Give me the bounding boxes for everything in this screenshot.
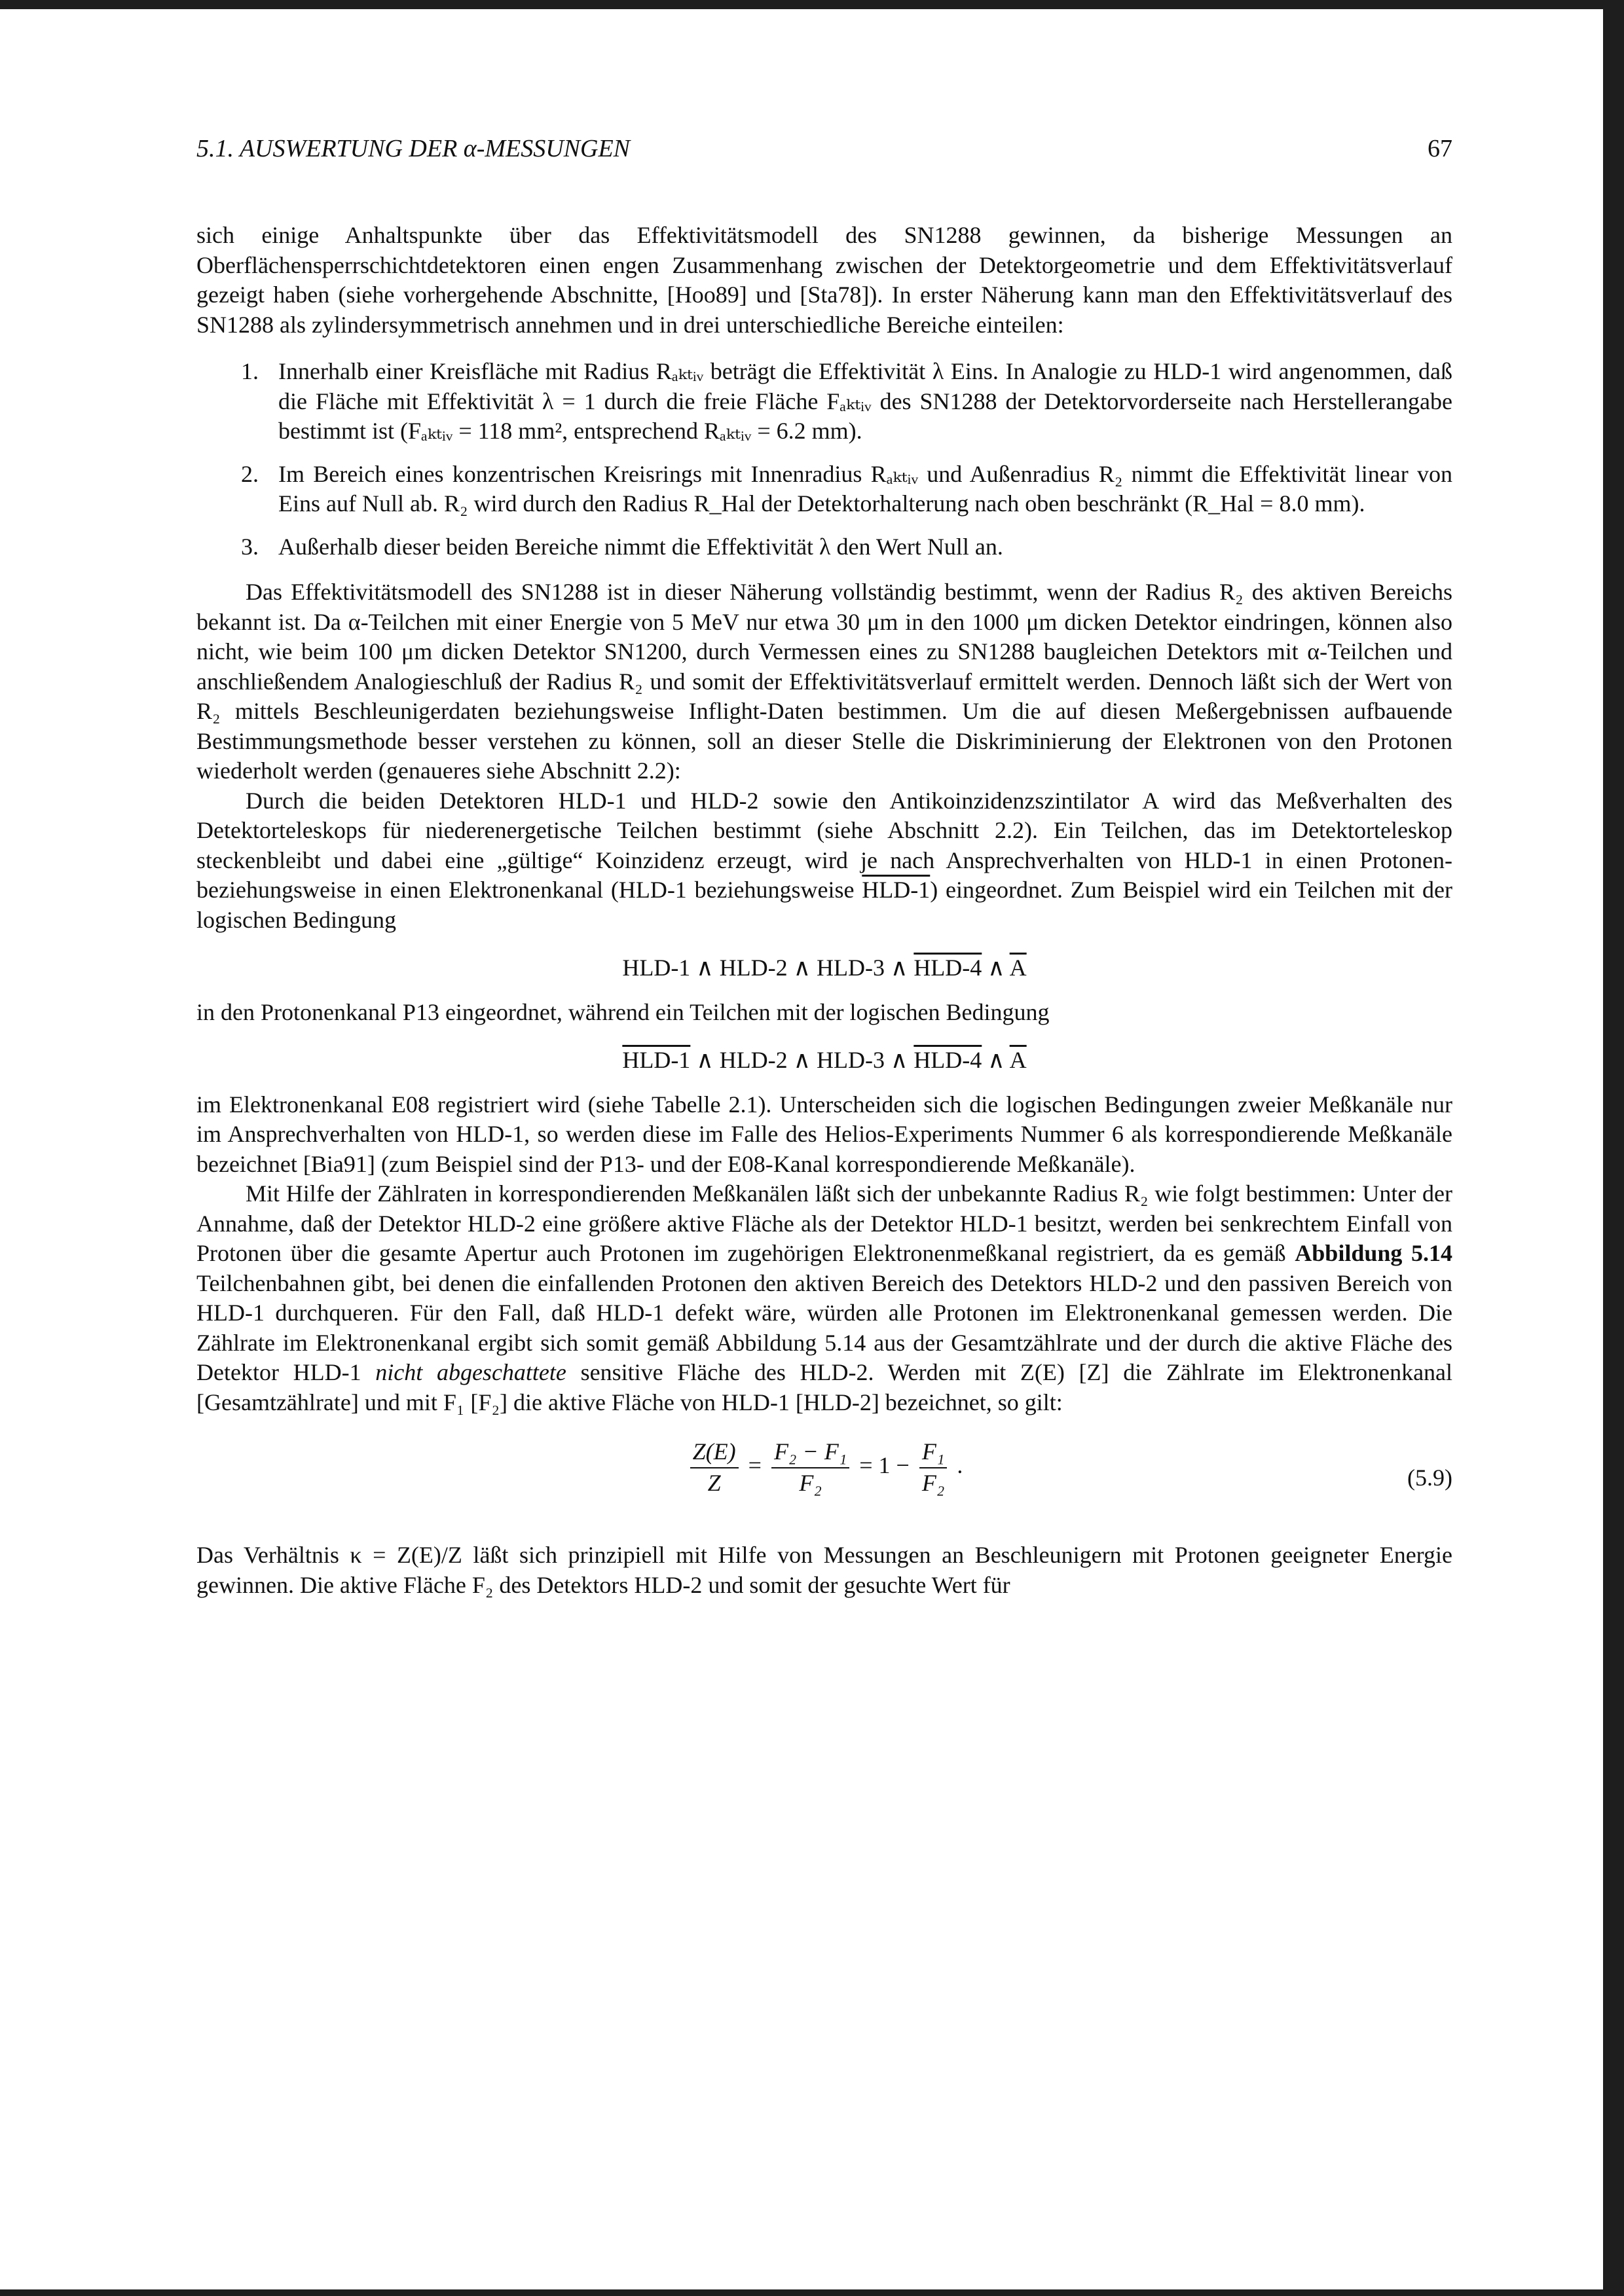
logic-condition-e08: [196, 1046, 1452, 1076]
running-header: [196, 134, 1452, 168]
paragraph-detectors: [196, 786, 1452, 936]
page-number: 67: [1428, 135, 1452, 162]
fraction-rhs: [919, 1437, 948, 1498]
scan-border-right: [1603, 0, 1624, 2296]
overlined-hld1: HLD-1: [862, 877, 931, 903]
equals-sign: =: [748, 1451, 762, 1478]
paragraph-detectors-end: ) eingeordnet. Zum Beispiel wird ein Teilchen mit der logischen Bedingung: [196, 877, 1453, 933]
overlined-hld4: HLD-4: [913, 1047, 982, 1073]
paragraph-e08: im Elektronenkanal E08 registriert wird (siehe Tabelle 2.1). Unterscheiden sich die logischen Bedingungen zweier Meßkanäle nur im Ansprechverhalten von HLD-1, so werden diese im Falle des Helios-Experiments Nummer 6 als korrespondierende Meßkanäle bezeichnet [Bia91] (zum Beispiel sind der P13- und der E08-Kanal korrespondierende Meßkanäle).: [196, 1091, 1452, 1177]
paragraph-detectors-text: Durch die beiden Detektoren HLD-1 und HLD-2 sowie den Antikoinzidenzszintilator A wird das Meßverhalten des Detektorteleskops für niederenergetische Teilchen bestimmt (siehe Abschnitt 2.2). Ein Teilchen, das im Detektorteleskop steckenbleibt und dabei eine „gültige“ Koinzidenz erzeugt, wird je nach Ansprechverhalten von HLD-1 in einen Protonen- beziehungsweise in einen Elektronenkanal (HLD-1 beziehungsweise: [196, 787, 1452, 903]
denominator: Z: [707, 1469, 721, 1496]
list-number: 3.: [241, 533, 259, 560]
list-text: Im Bereich eines konzentrischen Kreisrings mit Innenradius Rₐₖₜᵢᵥ und Außenradius R₂ nimmt die Effektivität linear von Eins auf Null ab. R₂ wird durch den Radius R_Hal der Detektorhalterung nach oben beschränkt (R_Hal = 8.0 mm).: [278, 460, 1452, 517]
paragraph-rates: [196, 1179, 1452, 1417]
list-number: 1.: [241, 358, 259, 384]
list-item: [196, 357, 1452, 446]
scan-border-bottom: [0, 2289, 1624, 2296]
condition-terms: HLD-1 ∧ HLD-2 ∧ HLD-3 ∧: [622, 955, 908, 981]
equation-5-9: [196, 1437, 1452, 1522]
paragraph-intro: sich einige Anhaltspunkte über das Effektivitätsmodell des SN1288 gewinnen, da bisherige Messungen an Oberflächensperrschichtdetektoren einen engen Zusammenhang zwischen der Detektorgeometrie und dem Effektivitätsverlauf gezeigt haben (siehe vorhergehende Abschnitte, [Hoo89] und [Sta78]). In erster Näherung kann man den Effektivitätsverlauf des SN1288 als zylindersymmetrisch annehmen und in drei unterschiedliche Bereiche einteilen:: [196, 222, 1452, 338]
paragraph-ratio: Das Verhältnis κ = Z(E)/Z läßt sich prinzipiell mit Hilfe von Messungen an Beschleunigern mit Protonen geeigneter Energie gewinnen. Die aktive Fläche F₂ des Detektors HLD-2 und somit der gesuchte Wert für: [196, 1542, 1452, 1598]
figure-reference: Abbildung 5.14: [1295, 1240, 1453, 1266]
paragraph-p13: in den Protonenkanal P13 eingeordnet, während ein Teilchen mit der logischen Bedingung: [196, 998, 1050, 1025]
region-list: [196, 357, 1452, 562]
overlined-hld1: HLD-1: [622, 1047, 691, 1073]
equals-one-minus: = 1 −: [859, 1451, 910, 1478]
list-text: Innerhalb einer Kreisfläche mit Radius Rₐₖₜᵢᵥ beträgt die Effektivität λ Eins. In Analogie zu HLD-1 wird angenommen, daß die Fläche mit Effektivität λ = 1 durch die freie Fläche Fₐₖₜᵢᵥ des SN1288 der Detektorvorderseite nach Herstellerangabe bestimmt ist (Fₐₖₜᵢᵥ = 118 mm², entsprechend Rₐₖₜᵢᵥ = 6.2 mm).: [278, 358, 1452, 444]
list-item: [196, 532, 1452, 562]
overlined-a: $\overline{A}$: [1009, 1047, 1027, 1073]
numerator: F₂ − F₁: [771, 1437, 849, 1468]
paragraph-rates-text: Teilchenbahnen gibt, bei denen die einfallenden Protonen den aktiven Bereich des Detektors HLD-2 und den passiven Bereich von HLD-1 durchqueren. Für den Fall, daß HLD-1 defekt wäre, würden alle Protonen im Elektronenkanal gemessen werden. Die Zählrate im Elektronenkanal ergibt sich somit gemäß Abbildung 5.14 aus der Gesamtzählrate und der durch die aktive Fläche des Detektor HLD-1: [196, 1269, 1452, 1385]
equation-number: (5.9): [1407, 1465, 1452, 1491]
numerator: Z(E): [690, 1437, 739, 1468]
condition-terms: ∧ HLD-2 ∧ HLD-3 ∧: [696, 1047, 908, 1073]
overlined-hld4: HLD-4: [913, 955, 982, 981]
list-number: 2.: [241, 460, 259, 487]
emphasis-text: nicht abgeschattete: [375, 1359, 566, 1385]
section-title: 5.1. AUSWERTUNG DER α-MESSUNGEN: [196, 135, 631, 162]
list-text: Außerhalb dieser beiden Bereiche nimmt die Effektivität λ den Wert Null an.: [278, 533, 1003, 560]
document-page: [196, 134, 1452, 1600]
overlined-a: $\overline{A}$: [1009, 955, 1027, 981]
and-symbol: ∧: [987, 955, 1005, 981]
paragraph-rates-text: Mit Hilfe der Zählraten in korrespondierenden Meßkanälen läßt sich der unbekannte Radius R₂ wie folgt bestimmen: Unter der Annahme, daß der Detektor HLD-2 eine größere aktive Fläche als der Detektor HLD-1 besitzt, werden bei senkrechtem Einfall von Protonen über die gesamte Apertur auch Protonen im zugehörigen Elektronenmeßkanal registriert, da es gemäß: [196, 1180, 1452, 1266]
denominator: F₂: [921, 1469, 945, 1496]
logic-condition-p13: [196, 953, 1452, 983]
scan-border-top: [0, 0, 1624, 9]
equation-period: .: [957, 1451, 963, 1478]
numerator: F₁: [919, 1437, 948, 1468]
denominator: F₂: [799, 1469, 822, 1496]
fraction-middle: [771, 1437, 849, 1498]
list-item: [196, 460, 1452, 519]
fraction-lhs: [690, 1437, 739, 1498]
and-symbol: ∧: [987, 1047, 1005, 1073]
paragraph-rates-text: sensitive Fläche des HLD-2. Werden mit Z(E) [Z] die Zählrate im Elektronenkanal [Gesamtzählrate] und mit F₁ [F₂] die aktive Fläche von HLD-1 [HLD-2] bezeichnet, so gilt:: [196, 1359, 1453, 1415]
paragraph-model: Das Effektivitätsmodell des SN1288 ist in dieser Näherung vollständig bestimmt, wenn der Radius R₂ des aktiven Bereichs bekannt ist. Da α-Teilchen mit einer Energie von 5 MeV nur etwa 30 μm in den 1000 μm dicken Detektor eindringen, können also nicht, wie beim 100 μm dicken Detektor SN1200, durch Vermessen eines zu SN1288 baugleichen Detektors mit α-Teilchen und anschließendem Analogieschluß der Radius R₂ und somit der Effektivitätsverlauf ermittelt werden. Dennoch läßt sich der Wert von R₂ mittels Beschleunigerdaten beziehungsweise Inflight-Daten bestimmen. Um die auf diesen Meßergebnissen aufbauende Bestimmungsmethode besser verstehen zu können, soll an dieser Stelle die Diskriminierung der Elektronen von den Protonen wiederholt werden (genaueres siehe Abschnitt 2.2):: [196, 579, 1452, 784]
